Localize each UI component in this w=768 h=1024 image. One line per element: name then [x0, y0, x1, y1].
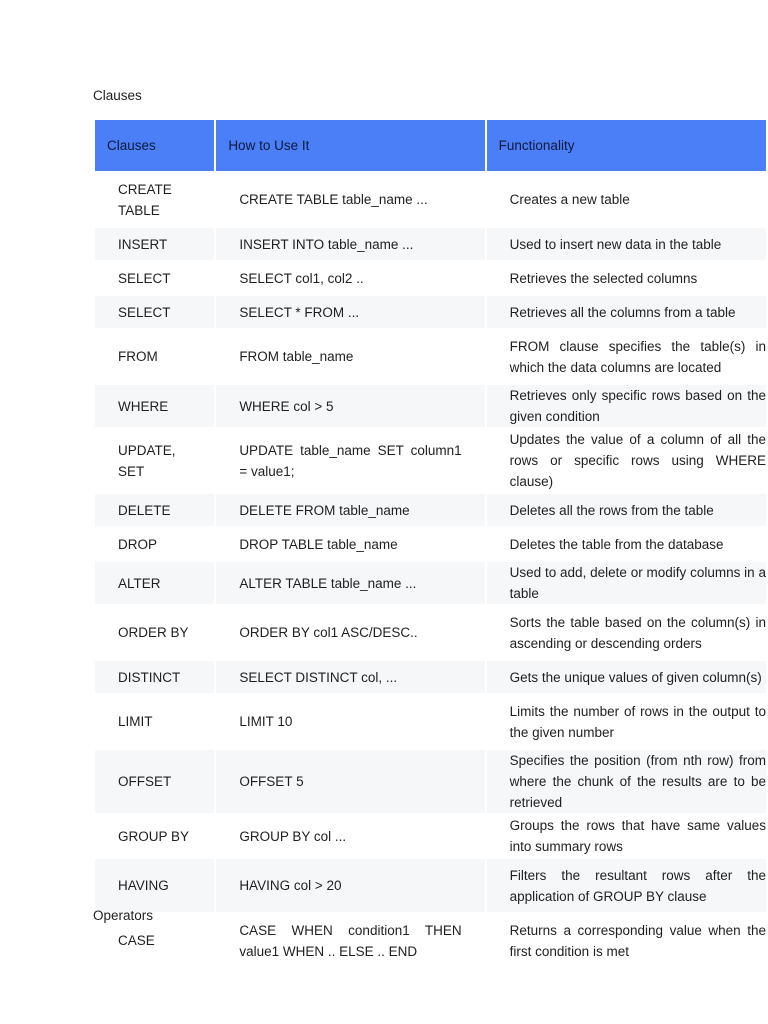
clause-cell: DELETE: [95, 494, 214, 526]
functionality-cell: Filters the resultant rows after the application of GROUP BY clause: [487, 859, 766, 912]
functionality-cell: Specifies the position (from nth row) from where the chunk of the results are to be retrieved: [487, 750, 766, 813]
usage-cell: INSERT INTO table_name ...: [216, 228, 484, 260]
column-header-clauses: Clauses: [95, 120, 214, 171]
clause-cell: GROUP BY: [95, 815, 214, 857]
clause-cell: OFFSET: [95, 750, 214, 813]
table-row: [95, 262, 766, 294]
usage-cell: HAVING col > 20: [216, 859, 484, 912]
clause-cell: HAVING: [95, 859, 214, 912]
usage-cell: SELECT DISTINCT col, ...: [216, 661, 484, 693]
functionality-cell: Returns a corresponding value when the first condition is met: [487, 914, 766, 967]
usage-cell: ORDER BY col1 ASC/DESC..: [216, 606, 484, 659]
usage-cell: LIMIT 10: [216, 695, 484, 748]
functionality-cell: Used to add, delete or modify columns in a table: [487, 562, 766, 604]
functionality-cell: Retrieves all the columns from a table: [487, 296, 766, 328]
table-row: [95, 606, 766, 659]
usage-cell: SELECT * FROM ...: [216, 296, 484, 328]
clause-cell: ALTER: [95, 562, 214, 604]
table-row: [95, 429, 766, 492]
usage-cell: CREATE TABLE table_name ...: [216, 173, 484, 226]
table-row: [95, 296, 766, 328]
functionality-cell: Updates the value of a column of all the rows or specific rows using WHERE clause): [487, 429, 766, 492]
usage-cell: CASE WHEN condition1 THEN value1 WHEN .. ELSE .. END: [216, 914, 484, 967]
table-row: [95, 228, 766, 260]
usage-cell: DROP TABLE table_name: [216, 528, 484, 560]
table-row: [95, 750, 766, 813]
table-row: [95, 385, 766, 427]
clause-cell: SELECT: [95, 262, 214, 294]
clause-cell: UPDATE, SET: [95, 429, 214, 492]
column-header-functionality: Functionality: [487, 120, 766, 171]
table-row: [95, 695, 766, 748]
clause-cell: FROM: [95, 330, 214, 383]
usage-cell: ALTER TABLE table_name ...: [216, 562, 484, 604]
column-header-how-to-use-it: How to Use It: [216, 120, 484, 171]
clause-cell: SELECT: [95, 296, 214, 328]
table-header-row: [95, 120, 766, 171]
clause-cell: INSERT: [95, 228, 214, 260]
usage-cell: WHERE col > 5: [216, 385, 484, 427]
clause-cell: CREATE TABLE: [95, 173, 214, 226]
section-heading-clauses: Clauses: [93, 88, 142, 103]
clauses-table: [93, 118, 768, 969]
functionality-cell: Retrieves the selected columns: [487, 262, 766, 294]
functionality-cell: Deletes the table from the database: [487, 528, 766, 560]
usage-cell: UPDATE table_name SET column1 = value1;: [216, 429, 484, 492]
table-row: [95, 528, 766, 560]
clause-cell: WHERE: [95, 385, 214, 427]
functionality-cell: Deletes all the rows from the table: [487, 494, 766, 526]
table-row: [95, 494, 766, 526]
usage-cell: SELECT col1, col2 ..: [216, 262, 484, 294]
clause-cell: DROP: [95, 528, 214, 560]
functionality-cell: Retrieves only specific rows based on the given condition: [487, 385, 766, 427]
clause-cell: DISTINCT: [95, 661, 214, 693]
section-heading-operators: Operators: [93, 908, 154, 923]
table-row: [95, 914, 766, 967]
table-row: [95, 173, 766, 226]
clause-cell: CASE: [95, 914, 214, 967]
usage-cell: FROM table_name: [216, 330, 484, 383]
functionality-cell: Limits the number of rows in the output to the given number: [487, 695, 766, 748]
clause-cell: LIMIT: [95, 695, 214, 748]
clause-cell: ORDER BY: [95, 606, 214, 659]
functionality-cell: Used to insert new data in the table: [487, 228, 766, 260]
table-row: [95, 562, 766, 604]
functionality-cell: Groups the rows that have same values into summary rows: [487, 815, 766, 857]
functionality-cell: FROM clause specifies the table(s) in which the data columns are located: [487, 330, 766, 383]
table-row: [95, 815, 766, 857]
usage-cell: OFFSET 5: [216, 750, 484, 813]
table-row: [95, 661, 766, 693]
usage-cell: GROUP BY col ...: [216, 815, 484, 857]
table-row: [95, 859, 766, 912]
table-row: [95, 330, 766, 383]
functionality-cell: Creates a new table: [487, 173, 766, 226]
functionality-cell: Sorts the table based on the column(s) in ascending or descending orders: [487, 606, 766, 659]
usage-cell: DELETE FROM table_name: [216, 494, 484, 526]
functionality-cell: Gets the unique values of given column(s): [487, 661, 766, 693]
